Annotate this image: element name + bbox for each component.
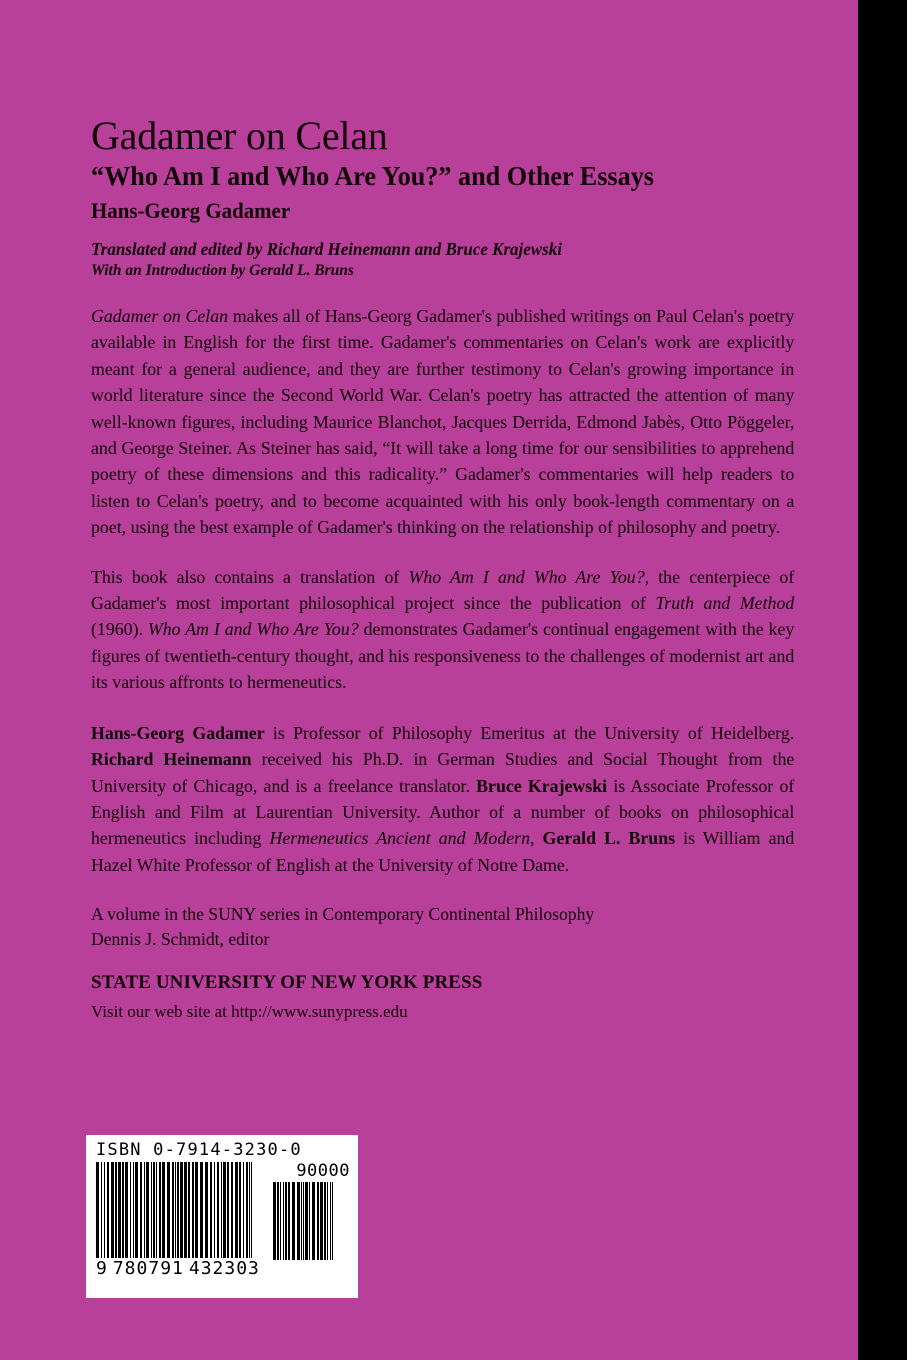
- page-title: Gadamer on Celan: [91, 113, 388, 158]
- ean-group-2: 432303: [188, 1258, 260, 1279]
- series-editor: Dennis J. Schmidt, editor: [91, 929, 270, 950]
- barcode-ean13: [96, 1162, 261, 1279]
- series-line: A volume in the SUNY series in Contemporary Continental Philosophy: [91, 904, 595, 925]
- blurb-paragraph-3: Hans-Georg Gadamer is Professor of Philosophy Emeritus at the University of Heidelberg. Richard Heinemann received his Ph.D. in German Studies and Social Thought from the University of Chicago, and is a freelance translator. Bruce Krajewski is Associate Professor of English and Film at Laurentian University. Author of a number of books on philosophical hermeneutics including Hermeneutics Ancient and Modern, Gerald L. Bruns is William and Hazel White Professor of English at the University of Notre Dame.: [91, 722, 795, 875]
- publisher-name: STATE UNIVERSITY OF NEW YORK PRESS: [91, 972, 483, 994]
- barcode-rows: [96, 1162, 350, 1294]
- blurb-paragraph-2: This book also contains a translation of Who Am I and Who Are You?, the centerpiece of Gadamer's most important philosophical project since the publication of Truth and Method (1960). Who Am I and Who Are You? demonstrates Gadamer's continual engagement with the key figures of twentieth-century thought, and his responsiveness to the challenges of modernist art and its various affronts to hermeneutics.: [91, 566, 795, 693]
- series-block: [91, 902, 805, 952]
- barcode-bars-addon: [273, 1182, 350, 1260]
- barcode-bars-main: [96, 1162, 261, 1258]
- author-name: Hans-Georg Gadamer: [91, 198, 291, 223]
- spine-black-band: [858, 0, 907, 1360]
- barcode-label: [86, 1135, 358, 1298]
- ean-lead-digit: 9: [96, 1258, 108, 1279]
- barcode-addon: [273, 1162, 350, 1260]
- credits-block: [91, 238, 805, 281]
- cover-content-column: [91, 0, 805, 1024]
- addon-text: 90000: [296, 1161, 350, 1181]
- isbn-text: ISBN 0-7914-3230-0: [96, 1140, 302, 1160]
- ean-group-1: 780791: [112, 1258, 184, 1279]
- translator-credit: Translated and edited by Richard Heinemann and Bruce Krajewski: [91, 239, 562, 259]
- introduction-credit: With an Introduction by Gerald L. Bruns: [91, 262, 354, 279]
- blurb-paragraph-1: Gadamer on Celan makes all of Hans-Georg Gadamer's published writings on Paul Celan's poetry available in English for the first time. Gadamer's commentaries on Celan's work are explicitly meant for a general audience, and they are further testimony to Celan's growing importance in world literature since the Second World War. Celan's poetry has attracted the attention of many well-known figures, including Maurice Blanchot, Jacques Derrida, Edmond Jabès, Otto Pöggeler, and George Steiner. As Steiner has said, “It will take a long time for our sensibilities to apprehend poetry of these dimensions and this radicality.” Gadamer's commentaries will help readers to listen to Celan's poetry, and to become acquainted with his only book-length commentary on a poet, using the best example of Gadamer's thinking on the relationship of philosophy and poetry.: [91, 306, 795, 538]
- publisher-website: Visit our web site at http://www.sunypress.edu: [91, 1002, 408, 1022]
- ean-digits: [96, 1259, 261, 1279]
- subtitle: “Who Am I and Who Are You?” and Other Essays: [91, 161, 654, 191]
